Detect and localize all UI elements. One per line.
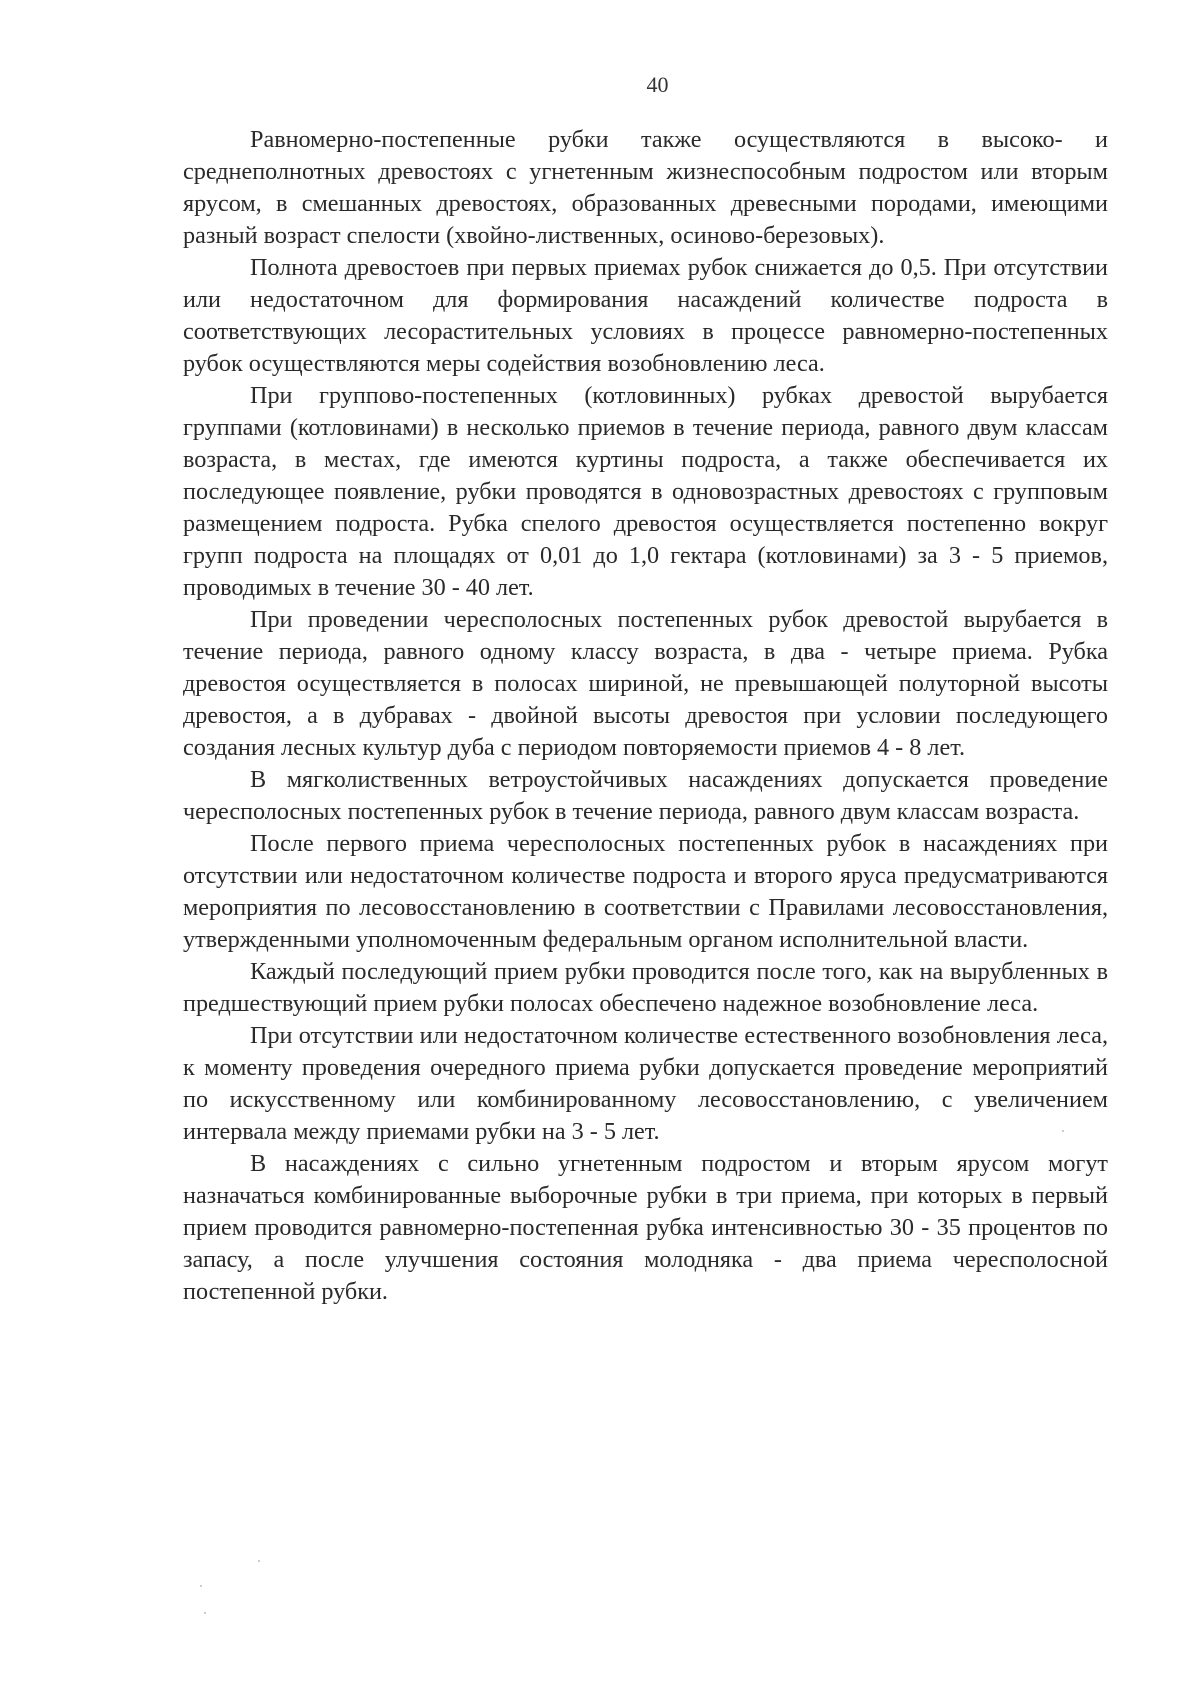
scan-speck (258, 1560, 260, 1562)
paragraph-9: В насаждениях с сильно угнетенным подростом и вторым ярусом могут назначаться комбинированные выборочные рубки в три приема, при которых в первый прием проводится равномерно-постепенная рубка интенсивностью 30 - 35 процентов по запасу, а после улучшения состояния молодняка - два приема чересполосной постепенной рубки. (183, 1150, 1108, 1305)
page-number: 40 (646, 72, 669, 97)
scan-speck (1062, 1130, 1064, 1132)
paragraph-3: При группово-постепенных (котловинных) рубках древостой вырубается группами (котловинами) в несколько приемов в течение периода, равного двум классам возраста, в местах, где имеются куртины подроста, а также обеспечивается их последующее появление, рубки проводятся в одновозрастных древостоях с групповым размещением подроста. Рубка спелого древостоя осуществляется постепенно вокруг групп подроста на площадях от 0,01 до 1,0 гектара (котловинами) за 3 - 5 приемов, проводимых в течение 30 - 40 лет. (183, 382, 1108, 601)
paragraph-5: В мягколиственных ветроустойчивых насаждениях допускается проведение чересполосных постепенных рубок в течение периода, равного двум классам возраста. (183, 766, 1108, 825)
scan-speck (204, 1612, 206, 1614)
paragraph-7: Каждый последующий прием рубки проводится после того, как на вырубленных в предшествующий прием рубки полосах обеспечено надежное возобновление леса. (183, 958, 1108, 1017)
paragraph-4: При проведении чересполосных постепенных рубок древостой вырубается в течение периода, равного одному классу возраста, в два - четыре приема. Рубка древостоя осуществляется в полосах шириной, не превышающей полуторной высоты древостоя, а в дубравах - двойной высоты древостоя при условии последующего создания лесных культур дуба с периодом повторяемости приемов 4 - 8 лет. (183, 606, 1108, 761)
document-body (183, 124, 1108, 1308)
paragraph-8: При отсутствии или недостаточном количестве естественного возобновления леса, к моменту проведения очередного приема рубки допускается проведение мероприятий по искусственному или комбинированному лесовосстановлению, с увеличением интервала между приемами рубки на 3 - 5 лет. (183, 1022, 1108, 1145)
scan-speck (200, 1585, 202, 1587)
paragraph-6: После первого приема чересполосных постепенных рубок в насаждениях при отсутствии или недостаточном количестве подроста и второго яруса предусматриваются мероприятия по лесовосстановлению в соответствии с Правилами лесовосстановления, утвержденными уполномоченным федеральным органом исполнительной власти. (183, 830, 1108, 953)
paragraph-1: Равномерно-постепенные рубки также осуществляются в высоко- и среднеполнотных древостоях с угнетенным жизнеспособным подростом или вторым ярусом, в смешанных древостоях, образованных древесными породами, имеющими разный возраст спелости (хвойно-лиственных, осиново-березовых). (183, 126, 1108, 249)
paragraph-2: Полнота древостоев при первых приемах рубок снижается до 0,5. При отсутствии или недостаточном для формирования насаждений количестве подроста в соответствующих лесорастительных условиях в процессе равномерно-постепенных рубок осуществляются меры содействия возобновлению леса. (183, 254, 1108, 377)
